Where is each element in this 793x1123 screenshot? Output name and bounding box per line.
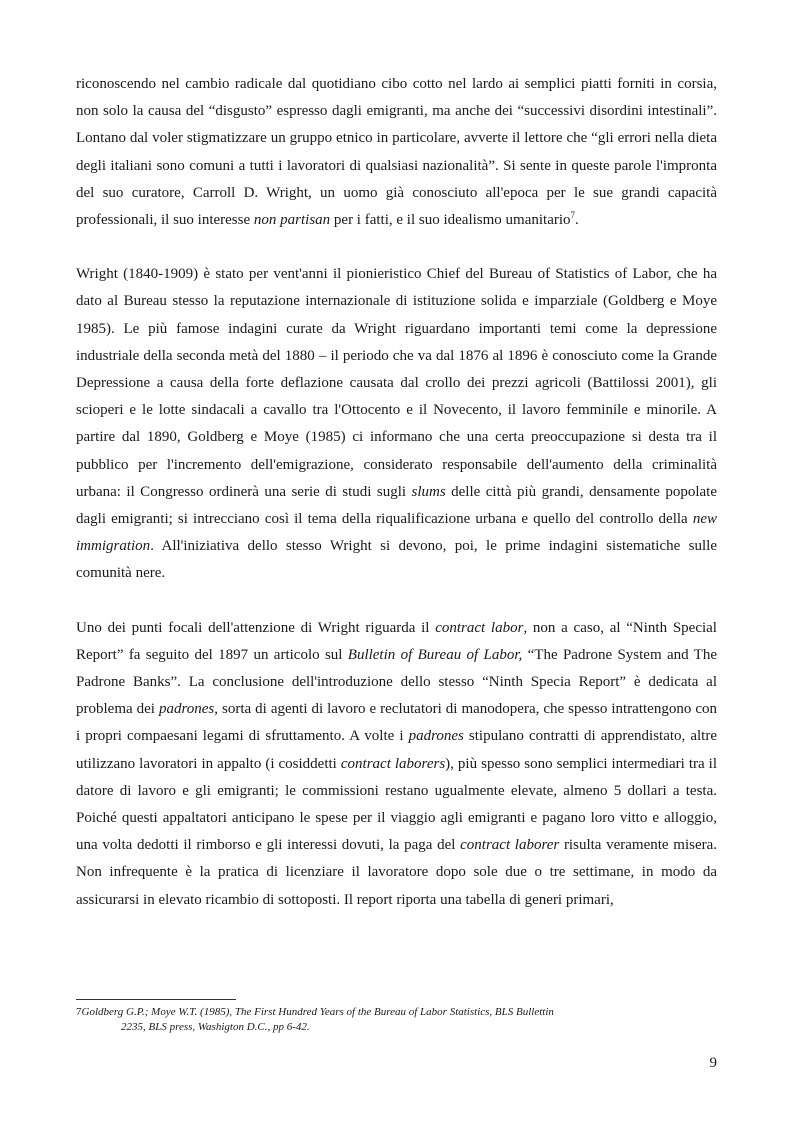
- text-run: “The Padrone System and The Padrone Banks”. La conclusione dell'introduzione dello stesso “Ninth Specia Report” è dedicata al problema dei: [76, 646, 717, 718]
- italic-term: padrones: [158, 701, 215, 718]
- paragraph-1: [76, 71, 717, 234]
- italic-term: contract laborers: [340, 755, 446, 772]
- italic-term: Bulletin of Bureau of Labor,: [347, 646, 523, 663]
- text-run: ), più spesso sono semplici intermediari tra il datore di lavoro e gli emigranti; le commissioni restano ugualmente elevate, almeno 5 dollari a testa. Poiché questi appaltatori anticipano le spese per il viaggio agli emigranti e pagano loro vitto e alloggio, una volta dedotti il rimborso e gli interessi dovuti, la paga del: [76, 755, 717, 854]
- footnote-separator: [76, 999, 236, 1000]
- footnote-line-1: Goldberg G.P.; Moye W.T. (1985), The First Hundred Years of the Bureau of Labor Statistics, BLS Bullettin: [81, 1006, 554, 1018]
- text-run: riconoscendo nel cambio radicale dal quotidiano cibo cotto nel lardo ai semplici piatti forniti in corsia, non solo la causa del “disgusto” espresso dagli emigranti, ma anche dei “successivi disordini intestinali”. Lontano dal voler stigmatizzare un gruppo etnico in particolare, avverte il lettore che “gli errori nella dieta degli italiani sono comuni a tutti i lavoratori di qualsiasi nazionalità”. Si sente in queste parole l'impronta del suo curatore, Carroll D. Wright, un uomo già conosciuto all'epoca per le sue grandi capacità professionali, il suo interesse: [76, 76, 717, 229]
- text-run: .: [575, 212, 579, 229]
- text-run: , non a caso, al “Ninth Special Report” fa seguito del 1897 un articolo sul: [76, 619, 717, 663]
- text-run: risulta veramente misera. Non infrequente è la pratica di licenziare il lavoratore dopo sole due o tre settimane, in modo da assicurarsi in elevato ricambio di sottoposti. Il report riporta una tabella di generi primari,: [76, 837, 718, 908]
- footnote: [76, 1005, 676, 1035]
- page-body: [76, 71, 717, 914]
- paragraph-2: [76, 261, 717, 587]
- text-run: per i fatti, e il suo idealismo umanitario: [330, 212, 571, 229]
- text-run: delle città più grandi, densamente popolate dagli emigranti; si intrecciano così il tema della riqualificazione urbana e quello del controllo della: [76, 483, 717, 528]
- italic-term: padrones: [408, 728, 464, 745]
- italic-term: contract laborer: [460, 837, 560, 854]
- footnote-number: 7: [76, 1006, 82, 1018]
- paragraph-3: [76, 615, 717, 914]
- text-run: . All'iniziativa dello stesso Wright si devono, poi, le prime indagini sistematiche sulle comunità nere.: [76, 538, 717, 582]
- text-run: , sorta di agenti di lavoro e reclutatori di manodopera, che spesso intrattengono con i propri compaesani legami di sfruttamento. A volte i: [76, 701, 717, 745]
- text-run: Wright (1840-1909) è stato per vent'anni il pionieristico Chief del Bureau of Statistics of Labor, che ha dato al Bureau stesso la reputazione internazionale di istituzione solida e imparziale (Goldberg e Moye 1985). Le più famose indagini curate da Wright riguardano importanti temi come la depressione industriale della seconda metà del 1880 – il periodo che va dal 1876 al 1896 è conosciuto come la Grande Depressione a causa della forte deflazione causata dal crollo dei prezzi agricoli (Battilossi 2001), gli scioperi e le lotte sindacali a cavallo tra l'Ottocento e il Novecento, il lavoro femminile e minorile. A partire dal 1890, Goldberg e Moye (1985) ci informano che una certa preoccupazione si desta tra il pubblico per l'incremento dell'emigrazione, considerato responsabile dell'aumento della criminalità urbana: il Congresso ordinerà una serie di studi sugli: [76, 266, 717, 500]
- footnote-reference: 7: [570, 210, 576, 221]
- text-run: stipulano contratti di apprendistato, altre utilizzano lavoratori in appalto (i cosiddetti: [76, 728, 717, 772]
- page-number: 9: [709, 1055, 717, 1071]
- text-run: Uno dei punti focali dell'attenzione di Wright riguarda il: [76, 619, 436, 636]
- italic-term: non partisan: [253, 212, 331, 229]
- footnote-line-2: 2235, BLS press, Washigton D.C., pp 6-42.: [121, 1021, 310, 1033]
- italic-term: slums: [411, 483, 446, 500]
- italic-term: new immigration: [76, 511, 717, 555]
- italic-term: contract labor: [435, 619, 524, 636]
